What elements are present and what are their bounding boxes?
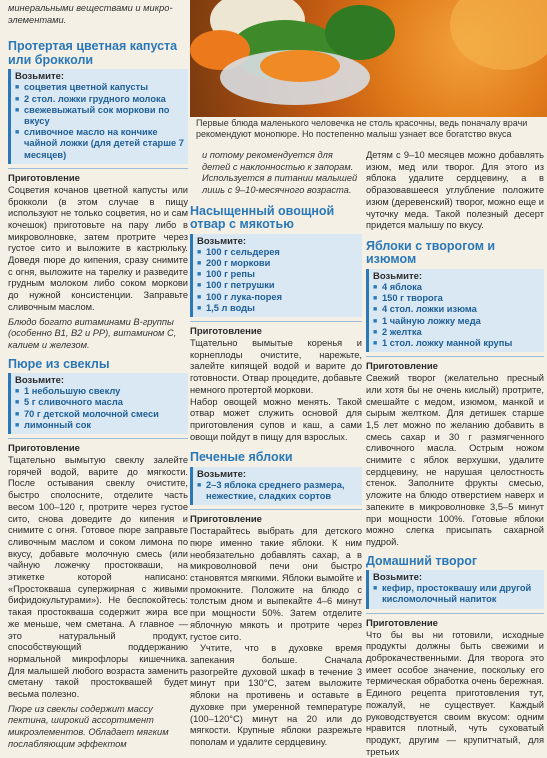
cottage-cheese-title: Домашний творог — [366, 553, 478, 568]
beet-body: Тщательно вымытую свеклу залейте горячей водой, варите до мягкости. После остывания свеклу очистите, быстро сполосните, отделите часть весом 100–120 г, протрите через густое сито, снова доведите до кипения и снимите с огня. Готовое пюре заправьте сливочным маслом и соком лимона по вкусу, добавьте молочную смесь (или чайную ложечку простокваши, на этикетке которой написано: «Простокваша супержирная с живыми бифидокультурами»). Не беспокойтесь: такая простокваша содержит жира все же меньше, чем сметана. А главное — это натуральный продукт, способствующий поддержанию нормальной микрофлоры кишечника. Для малышей любого возраста заменить сметану такой простоквашей будет весьма полезно. — [8, 454, 188, 700]
cauliflower-need-label: Возьмите: — [15, 71, 65, 83]
cottage-cheese-prep-label: Приготовление — [366, 617, 438, 629]
middle-column — [190, 150, 362, 749]
baked-apples-prep-label: Приготовление — [190, 514, 262, 526]
apples-cheese-recipe — [366, 240, 544, 549]
cauliflower-note: Блюдо богато витаминами В-группы (особенно В1, В2 и РР), витамином С, калием и железом. — [8, 316, 177, 350]
beet-recipe — [8, 358, 188, 751]
ingredient-item: ■ кефир, простоквашу или другой кисломолочный напиток — [373, 583, 540, 605]
cottage-cheese-body: Что бы вы ни готовили, исходные продукты должны быть свежими и доброкачественными. Для творога это имеет особое значение, поскольку его термическая обработка очень бережная. Единого рецепта приготовления тут, пожалуй, не существует. Каждый руководствуется своим вкусом: одним нравится плотный, чуть суховатый продукт, другим — крупитчатый, для третьих — [366, 629, 544, 757]
broth-need-label: Возьмите: — [197, 235, 247, 247]
cauliflower-recipe — [8, 40, 188, 351]
ingredient-item: ■ 70 г детской молочной смеси — [15, 409, 184, 420]
ingredient-item: ■ 1 небольшую свеклу — [15, 386, 184, 397]
ingredient-item: ■ 100 г репы — [197, 269, 358, 280]
beet-title: Пюре из свеклы — [8, 356, 110, 371]
ingredient-item: ■ соцветия цветной капусты — [15, 82, 184, 93]
ingredient-item: ■ 2–3 яблока среднего размера, нежесткие, сладких сортов — [197, 480, 358, 502]
broth-body-1: Тщательно вымытые коренья и корнеплоды очистите, нарежьте, залейте кипящей водой и варите до готовности. Отвар процедите, добавьте немного протертой моркови. — [190, 338, 362, 395]
ingredient-item: ■ 2 желтка — [373, 327, 540, 338]
ingredient-item: ■ 4 яблока — [373, 282, 540, 293]
background-carrot — [450, 0, 547, 70]
ingredient-item: ■ сливочное масло на кончике чайной ложки (для детей старше 7 месяцев) — [15, 127, 184, 161]
spoon-carrots — [260, 50, 340, 82]
baked-apples-body-2: Учтите, что в духовке время запекания больше. Сначала разогрейте духовой шкаф в течение 3 минут при 130°С, затем выложите яблоки на противень и оставьте в духовке при умеренной температуре (100–120°С) минут на 20 или до мягкости. Крупные яблоки разрежьте пополам и удалите сердцевину. — [190, 643, 362, 747]
ingredient-item: ■ 200 г моркови — [197, 258, 358, 269]
apples-cheese-ingredients — [366, 269, 544, 352]
ingredient-item: ■ 4 стол. ложки изюма — [373, 304, 540, 315]
middle-top-note: и потому рекомендуется для детей с наклонностью к запорам. Используется в питании малышей лишь с 9–10-месячного возраста. — [202, 150, 358, 196]
baked-apples-title: Печеные яблоки — [190, 450, 293, 465]
cottage-cheese-recipe — [366, 555, 544, 758]
divider — [190, 321, 362, 322]
intro-tail-2: элементами. — [8, 14, 67, 25]
apples-cheese-body: Свежий творог (желательно пресный или хотя бы не очень кислый) протрите, смешайте с медом, изюмом, манкой и сырым желтком. Для детишек старше 1,5 лет можно по желанию добавить в смесь сахар и 30 г размягченного сливочного масла. Острым ножом снимите с яблок верхушки, удалите сердцевину, не нарушая целостность стенок. Заполните фрукты смесью, уложите на блюдо отверстием наверх и запеките в микроволновке 3,5–5 минут при мощности 100%. Готовые яблоки можно слегка присыпать сахарной пудрой. — [366, 373, 544, 547]
divider — [8, 438, 188, 439]
ingredient-item: ■ свежевыжатый сок моркови по вкусу — [15, 105, 184, 127]
broth-title: Насыщенный овощной отвар с мякотью — [190, 203, 335, 232]
ingredient-item: ■ 2 стол. ложки грудного молока — [15, 94, 184, 105]
broth-prep-label: Приготовление — [190, 326, 262, 338]
ingredient-item: ■ 1,5 л воды — [197, 303, 358, 314]
beet-note: Пюре из свеклы содержит массу пектина, широкий ассортимент микроэлементов. Обладает мягким послабляющим эффектом — [8, 703, 169, 749]
cauliflower-ingredients — [8, 69, 188, 163]
baked-apples-need-label: Возьмите: — [197, 468, 247, 480]
caption-text: Первые блюда маленького человечка не столь красочны, ведь поначалу врачи рекомендуют монопюре. Но постепенно малыш узнает все богатство вкуса — [196, 118, 528, 139]
divider — [8, 168, 188, 169]
broth-ingredients — [190, 234, 362, 317]
broth-body-2: Набор овощей можно менять. Такой отвар может служить основой для приготовления супов и каш, а сами овощи пойдут в пищу для взрослых. — [190, 396, 362, 442]
right-column — [366, 150, 544, 758]
cottage-cheese-ingredients — [366, 570, 544, 608]
ingredient-item: ■ 100 г петрушки — [197, 280, 358, 291]
ingredient-item: ■ 5 г сливочного масла — [15, 397, 184, 408]
left-column — [8, 0, 188, 751]
ingredient-item: ■ 100 г лука-порея — [197, 292, 358, 303]
apples-cheese-need-label: Возьмите: — [373, 270, 423, 282]
broth-recipe — [190, 205, 362, 444]
cottage-cheese-need-label: Возьмите: — [373, 572, 423, 584]
beet-ingredients — [8, 373, 188, 434]
cauliflower-body: Соцветия кочанов цветной капусты или брокколи (в этом случае в пищу используют не только соцветия, но и сам кочешок) приготовьте на пару либо в микроволновке, затем протрите через густое сито и выложите в кастрюльку. Доведя пюре до кипения, сразу снимите с огня, выложите на тарелку и разведите грудным молоком либо соком моркови до нужной консистенции. Заправьте сливочным маслом. — [8, 184, 188, 312]
right-top-body: Детям с 9–10 месяцев можно добавлять изюм, мед или творог. Для этого из яблока удалите сердцевину, а в образовавшееся углубление положите изюм (деревенский) творог, можно еще и чуточку меда. Такой полезный десерт придется малышу по вкусу. — [366, 150, 544, 231]
ingredient-item: ■ 100 г сельдерея — [197, 247, 358, 258]
divider — [366, 356, 544, 357]
divider — [190, 509, 362, 510]
vegetables-photo — [190, 0, 547, 117]
photo-caption — [190, 118, 547, 140]
baked-apples-recipe — [190, 451, 362, 748]
beet-prep-label: Приготовление — [8, 442, 80, 454]
apples-cheese-prep-label: Приготовление — [366, 361, 438, 373]
baked-apples-body-1: Постарайтесь выбрать для детского пюре именно такие яблоки. К ним необязательно добавлять сахар, а в микроволновой печи они быстро становятся мягкими. Яблоки вымойте и промокните. Положите на блюдо с толстым дном и выпекайте 4–6 минут при мощности 50%. Затем отделите яблочную мякоть и протрите через густое сито. — [190, 526, 362, 642]
ingredient-item: ■ 1 чайную ложку меда — [373, 316, 540, 327]
broccoli-shape-2 — [325, 5, 395, 60]
divider — [366, 613, 544, 614]
baked-apples-ingredients — [190, 467, 362, 505]
intro-tail-1: минеральными веществами и микро- — [8, 3, 173, 13]
apples-cheese-title: Яблоки с творогом и изюмом — [366, 238, 496, 267]
ingredient-item: ■ лимонный сок — [15, 420, 184, 431]
cauliflower-title: Протертая цветная капуста или брокколи — [8, 39, 178, 67]
ingredient-item: ■ 1 стол. ложку манной крупы — [373, 338, 540, 349]
ingredient-item: ■ 150 г творога — [373, 293, 540, 304]
beet-need-label: Возьмите: — [15, 375, 65, 387]
cauliflower-prep-label: Приготовление — [8, 172, 80, 184]
